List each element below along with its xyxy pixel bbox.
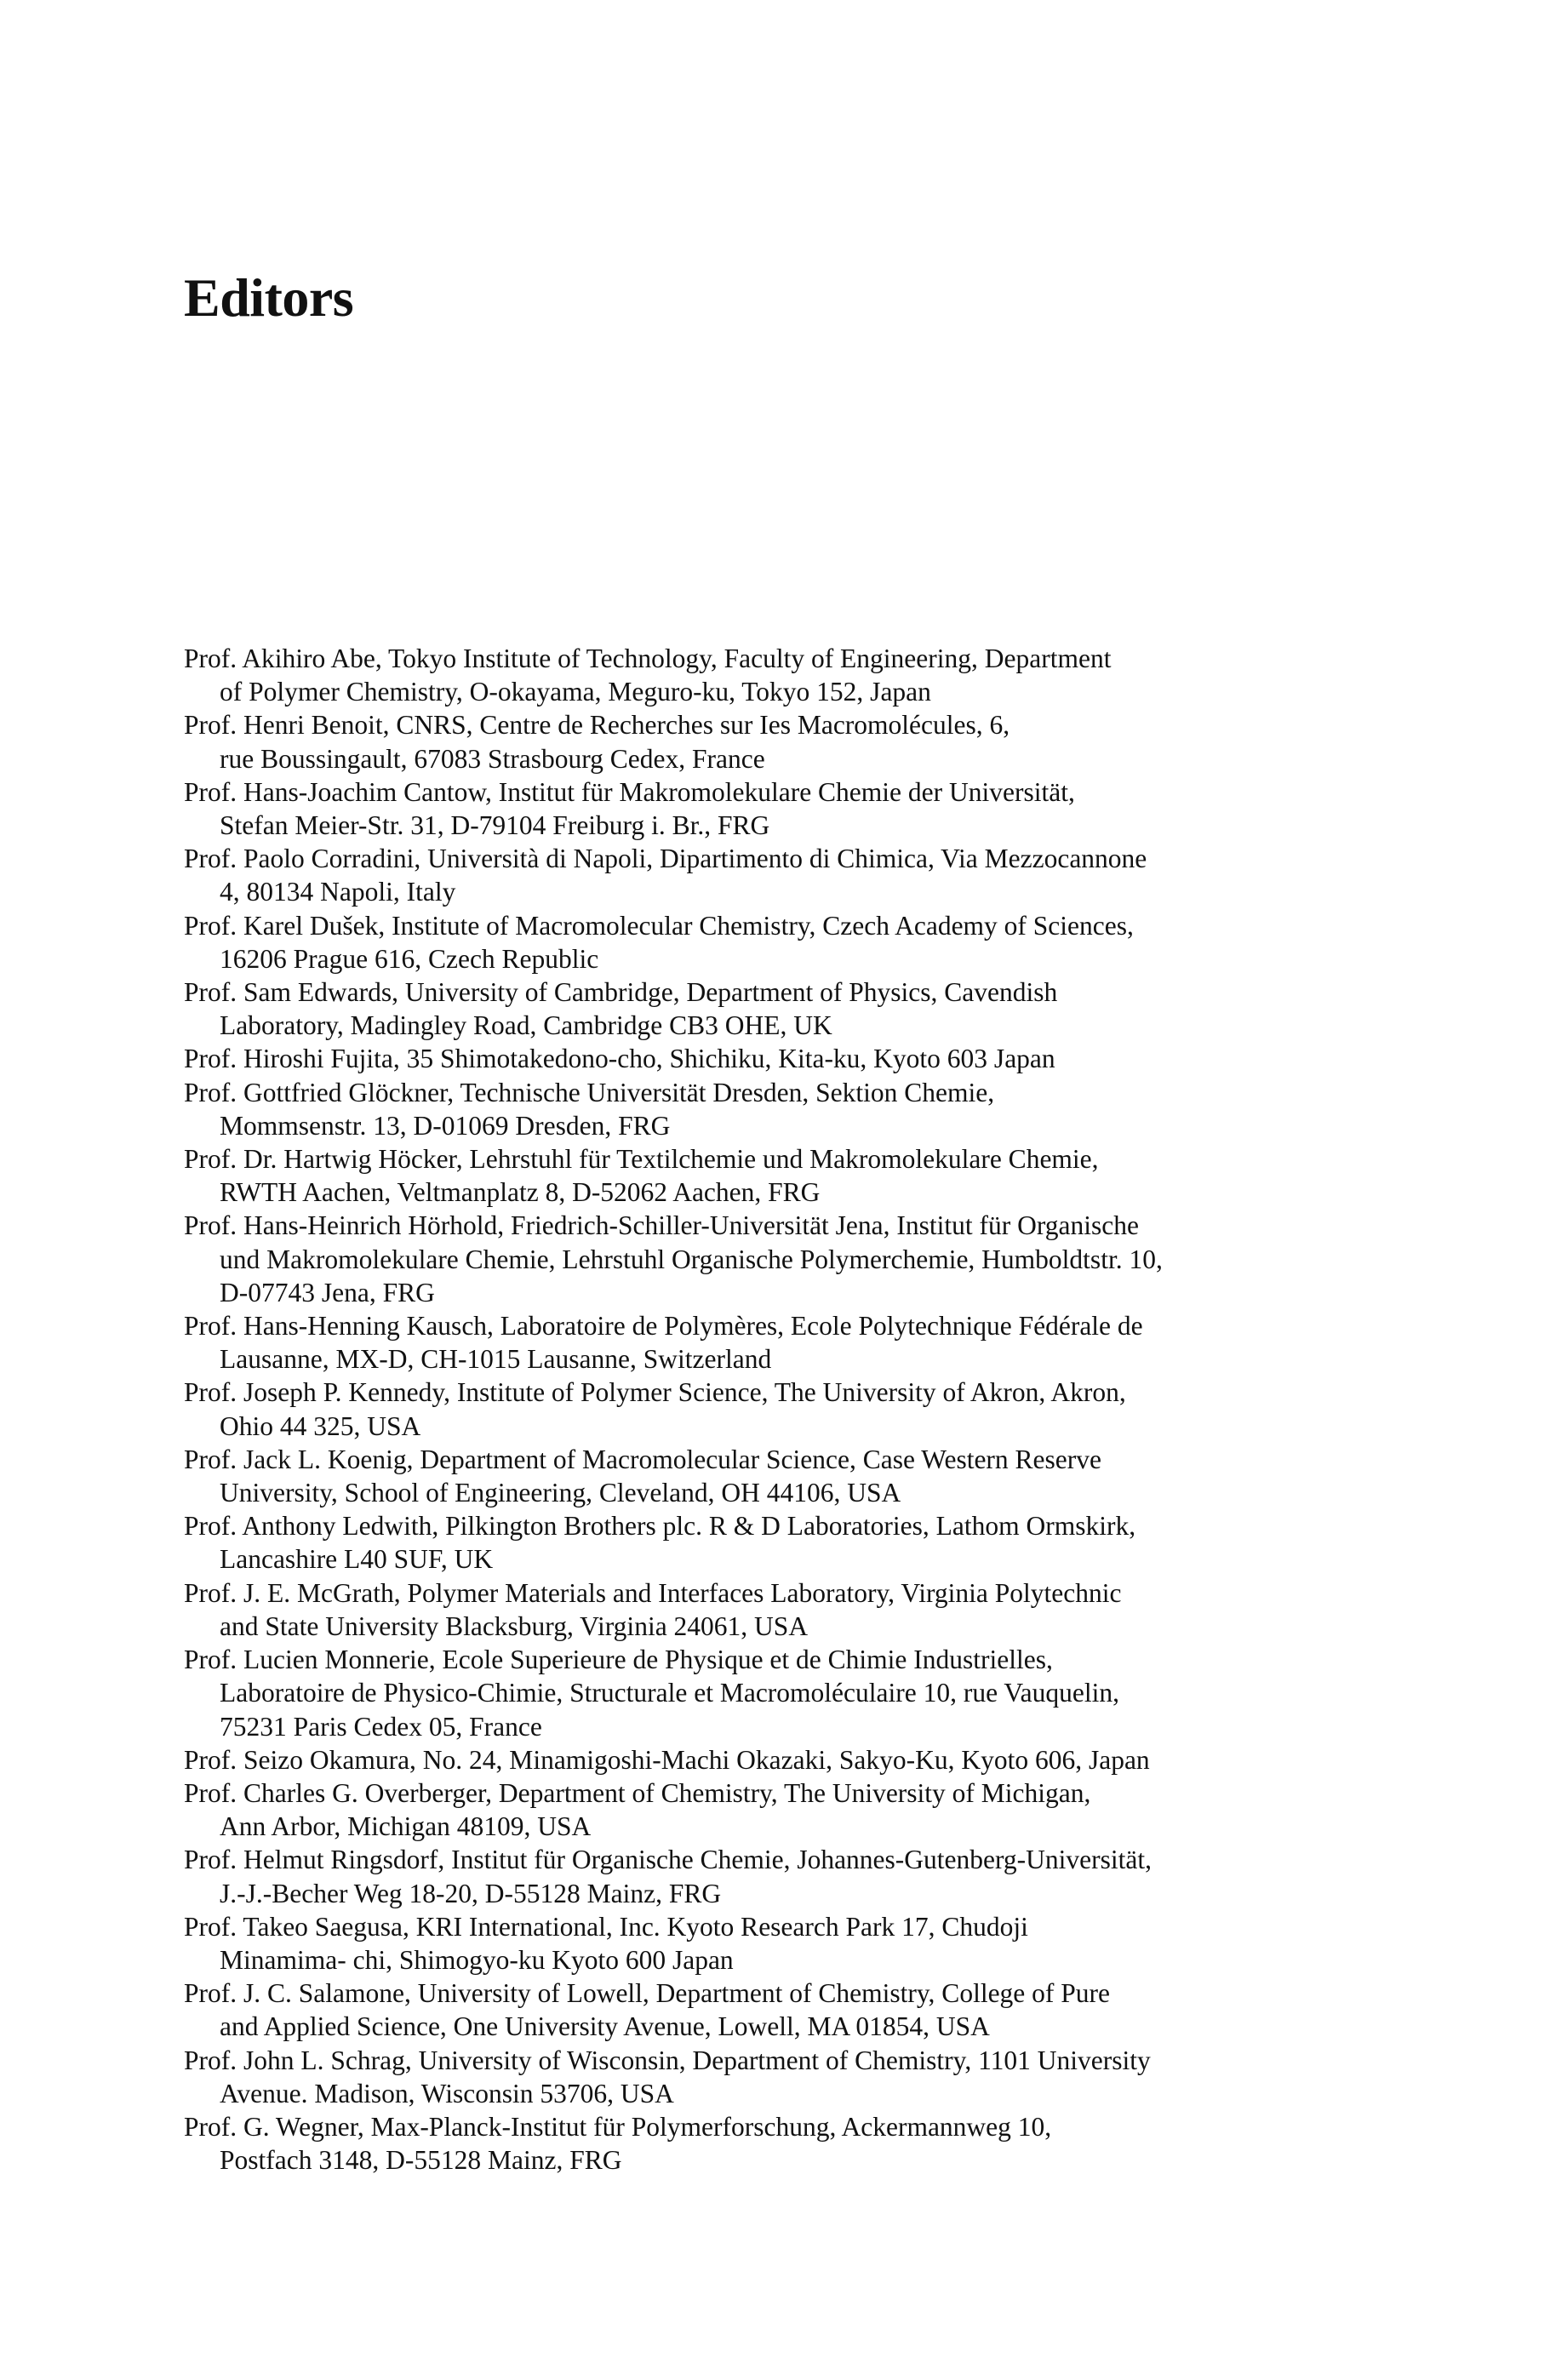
- editor-address-line: Mommsenstr. 13, D-01069 Dresden, FRG: [220, 1110, 671, 1141]
- editor-name-line: Prof. Charles G. Overberger, Department of Chemistry, The University of Michigan,: [184, 1777, 1091, 1808]
- editor-address-line: Avenue. Madison, Wisconsin 53706, USA: [220, 2078, 674, 2108]
- editor-name-line: Prof. Anthony Ledwith, Pilkington Brothers plc. R & D Laboratories, Lathom Ormskirk,: [184, 1511, 1136, 1542]
- editor-name-line: Prof. John L. Schrag, University of Wisconsin, Department of Chemistry, 1101 University: [184, 2045, 1151, 2075]
- editor-name-line: Prof. Joseph P. Kennedy, Institute of Polymer Science, The University of Akron, Akron,: [184, 1377, 1126, 1408]
- editor-name-line: Prof. Karel Dušek, Institute of Macromolecular Chemistry, Czech Academy of Sciences,: [184, 910, 1134, 941]
- editor-entry: [184, 1576, 1341, 1643]
- editor-entry: [184, 1977, 1341, 2043]
- editor-address-line: J.-J.-Becher Weg 18-20, D-55128 Mainz, FRG: [220, 1878, 722, 1908]
- editor-name-line: Prof. Hans-Henning Kausch, Laboratoire de Polymères, Ecole Polytechnique Fédérale de: [184, 1311, 1143, 1342]
- editor-name-line: Prof. Hans-Heinrich Hörhold, Friedrich-Schiller-Universität Jena, Institut für Organische: [184, 1210, 1140, 1241]
- editor-name-line: Prof. Hans-Joachim Cantow, Institut für Makromolekulare Chemie der Universität,: [184, 776, 1075, 807]
- editor-address-line: University, School of Engineering, Cleveland, OH 44106, USA: [220, 1478, 901, 1508]
- editor-entry: [184, 1643, 1341, 1743]
- editor-entry: [184, 1376, 1341, 1442]
- editor-entry: [184, 1910, 1341, 1977]
- editor-entry: [184, 842, 1341, 908]
- editor-entry: [184, 2044, 1341, 2110]
- editor-name-line: Prof. J. C. Salamone, University of Lowell, Department of Chemistry, College of Pure: [184, 1978, 1111, 2009]
- editor-entry: [184, 975, 1341, 1042]
- editor-name-line: Prof. Seizo Okamura, No. 24, Minamigoshi-Machi Okazaki, Sakyo-Ku, Kyoto 606, Japan: [184, 1744, 1150, 1775]
- editor-name-line: Prof. Gottfried Glöckner, Technische Universität Dresden, Sektion Chemie,: [184, 1077, 995, 1107]
- editor-name-line: Prof. Paolo Corradini, Università di Napoli, Dipartimento di Chimica, Via Mezzocannone: [184, 844, 1147, 874]
- editor-entry: [184, 2110, 1341, 2177]
- editor-address-line: Ann Arbor, Michigan 48109, USA: [220, 1811, 592, 1842]
- page-title: Editors: [184, 267, 354, 328]
- editor-address-line: D-07743 Jena, FRG: [220, 1277, 435, 1307]
- editor-entry: [184, 1042, 1341, 1075]
- editor-list: [184, 642, 1341, 2177]
- editor-entry: [184, 1509, 1341, 1576]
- editor-name-line: Prof. Lucien Monnerie, Ecole Superieure de Physique et de Chimie Industrielles,: [184, 1645, 1053, 1675]
- editor-entry: [184, 1309, 1341, 1376]
- editor-address-line: Lancashire L40 SUF, UK: [220, 1544, 494, 1575]
- editor-address-line: Ohio 44 325, USA: [220, 1410, 421, 1441]
- editor-address-line: rue Boussingault, 67083 Strasbourg Cedex, France: [220, 743, 765, 774]
- editor-name-line: Prof. Sam Edwards, University of Cambridge, Department of Physics, Cavendish: [184, 977, 1058, 1008]
- editor-address-line: RWTH Aachen, Veltmanplatz 8, D-52062 Aachen, FRG: [220, 1177, 821, 1208]
- editor-entry: [184, 1743, 1341, 1776]
- editor-address-line: Laboratoire de Physico-Chimie, Structurale et Macromoléculaire 10, rue Vauquelin,: [220, 1678, 1119, 1708]
- editor-entry: [184, 909, 1341, 975]
- editor-entry: [184, 1843, 1341, 1909]
- editor-entry: [184, 1443, 1341, 1509]
- editor-entry: [184, 708, 1341, 775]
- editor-address-line: Laboratory, Madingley Road, Cambridge CB3 OHE, UK: [220, 1010, 832, 1041]
- editor-name-line: Prof. Hiroshi Fujita, 35 Shimotakedono-cho, Shichiku, Kita-ku, Kyoto 603 Japan: [184, 1044, 1055, 1074]
- editor-address-line: of Polymer Chemistry, O-okayama, Meguro-ku, Tokyo 152, Japan: [220, 677, 931, 707]
- editor-name-line: Prof. Henri Benoit, CNRS, Centre de Recherches sur Ies Macromolécules, 6,: [184, 710, 1010, 741]
- editor-name-line: Prof. G. Wegner, Max-Planck-Institut für Polymerforschung, Ackermannweg 10,: [184, 2111, 1052, 2142]
- editor-address-line: Lausanne, MX-D, CH-1015 Lausanne, Switzerland: [220, 1344, 772, 1375]
- editor-address-line: und Makromolekulare Chemie, Lehrstuhl Organische Polymerchemie, Humboldtstr. 10,: [220, 1244, 1163, 1274]
- editor-entry: [184, 1076, 1341, 1142]
- editor-entry: [184, 1209, 1341, 1309]
- editor-name-line: Prof. Dr. Hartwig Höcker, Lehrstuhl für Textilchemie und Makromolekulare Chemie,: [184, 1144, 1099, 1175]
- editor-address-line: 75231 Paris Cedex 05, France: [220, 1711, 542, 1742]
- editor-entry: [184, 1142, 1341, 1209]
- editor-name-line: Prof. Helmut Ringsdorf, Institut für Organische Chemie, Johannes-Gutenberg-Universität,: [184, 1845, 1152, 1875]
- editor-name-line: Prof. J. E. McGrath, Polymer Materials and Interfaces Laboratory, Virginia Polytechnic: [184, 1577, 1122, 1608]
- editor-address-line: and State University Blacksburg, Virginia 24061, USA: [220, 1611, 809, 1641]
- editor-name-line: Prof. Akihiro Abe, Tokyo Institute of Technology, Faculty of Engineering, Department: [184, 644, 1112, 673]
- editor-address-line: and Applied Science, One University Avenue, Lowell, MA 01854, USA: [220, 2011, 990, 2042]
- editor-entry: [184, 775, 1341, 842]
- editor-address-line: 4, 80134 Napoli, Italy: [220, 877, 456, 907]
- editor-address-line: Minamima- chi, Shimogyo-ku Kyoto 600 Japan: [220, 1944, 734, 1975]
- editor-entry: [184, 642, 1341, 708]
- editor-name-line: Prof. Takeo Saegusa, KRI International, Inc. Kyoto Research Park 17, Chudoji: [184, 1911, 1028, 1942]
- editor-address-line: 16206 Prague 616, Czech Republic: [220, 943, 599, 974]
- editor-address-line: Stefan Meier-Str. 31, D-79104 Freiburg i. Br., FRG: [220, 810, 770, 841]
- editor-name-line: Prof. Jack L. Koenig, Department of Macromolecular Science, Case Western Reserve: [184, 1444, 1101, 1474]
- editor-entry: [184, 1776, 1341, 1843]
- editor-address-line: Postfach 3148, D-55128 Mainz, FRG: [220, 2145, 622, 2176]
